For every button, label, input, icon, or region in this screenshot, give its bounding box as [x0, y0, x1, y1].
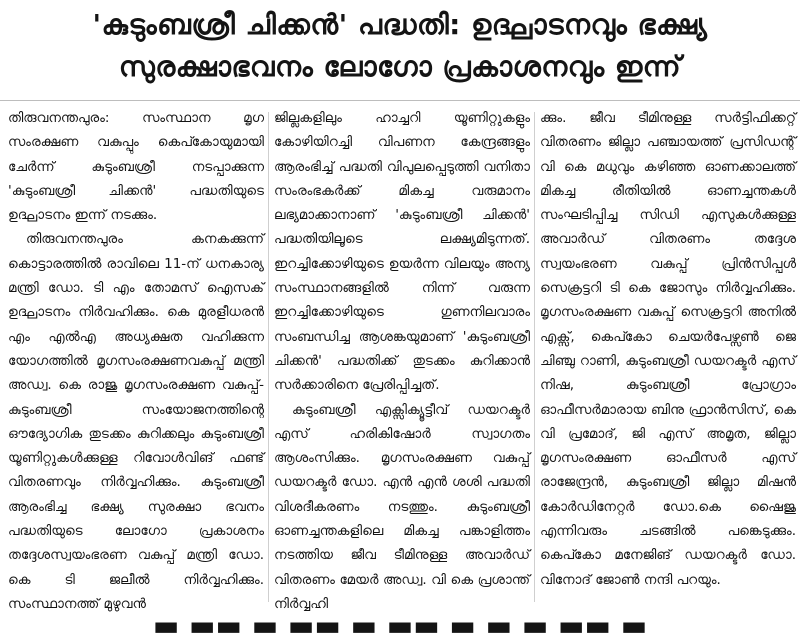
headline-divider	[0, 100, 800, 101]
column-1-paragraph-1: തിരുവനന്തപുരം: സംസ്ഥാന മൃഗ സംരക്ഷണ വകുപ്പും കെപ്കോയുമായി ചേർന്ന് കുടുംബശ്രീ നടപ്പാക്കുന്ന 'കുടുംബശ്രീ ചിക്കൻ' പദ്ധതിയുടെ ഉദ്ഘാടനം ഇന്ന് നടക്കും.	[8, 110, 264, 224]
article-column-1	[8, 106, 264, 612]
column-1-paragraph-2: തിരുവനന്തപുരം കനകക്കുന്ന് കൊട്ടാരത്തിൽ രാവിലെ 11-ന് ധനകാര്യ മന്ത്രി ഡോ. ടി എം തോമസ് ഐസക് ഉദ്ഘാടനം നിർവഹിക്കും. കെ മുരളീധരൻ എം എൽഎ അധ്യക്ഷത വഹിക്കുന്ന യോഗത്തിൽ മൃഗസംരക്ഷണവകുപ്പ് മന്ത്രി അഡ്വ. കെ രാജു മൃഗസംരക്ഷണ വകുപ്പ്- കുടുംബശ്രീ സംയോജനത്തിന്റെ ഔദ്യോഗിക തുടക്കം കുറിക്കലും കുടുംബശ്രീ യൂണിറ്റുകൾക്കുള്ള റിവോൾവിങ് ഫണ്ട് വിതരണവും നിർവ്വഹിക്കും. കുടുംബശ്രീ ആരംഭിച്ച ഭക്ഷ്യ സുരക്ഷാ ഭവനം പദ്ധതിയുടെ ലോഗോ പ്രകാശനം തദ്ദേശസ്വയംഭരണ വകുപ്പ് മന്ത്രി ഡോ. കെ ടി ജലീൽ നിർവ്വഹിക്കും. സംസ്ഥാനത്ത് മുഴുവൻ	[8, 231, 264, 612]
column-2-paragraph-2: കുടുംബശ്രീ എക്സിക്യൂട്ടീവ് ഡയറക്ടർ എസ് ഹരികിഷോർ സ്വാഗതം ആശംസിക്കും. മൃഗസംരക്ഷണ വകുപ്പ് ഡയറക്ടർ ഡോ. എൻ എൻ ശശി പദ്ധതി വിശദീകരണം നടത്തും. കുടുംബശ്രീ ഓണച്ചന്തകളിലെ മികച്ച പങ്കാളിത്തം നടത്തിയ ജീവ ടീമിനുള്ള അവാർഡ് വിതരണം മേയർ അഡ്വ. വി കെ പ്രശാന്ത് നിർവ്വഹി	[274, 401, 530, 612]
next-headline-cutoff	[0, 609, 800, 642]
headline	[0, 4, 800, 88]
headline-line-2: സുരക്ഷാഭവനം ലോഗോ പ്രകാശനവും ഇന്ന്	[118, 50, 682, 83]
article-body	[0, 106, 800, 612]
column-divider-2	[534, 112, 535, 602]
column-3-paragraph-1: ക്കും. ജീവ ടീമിനുള്ള സർട്ടിഫിക്കറ്റ് വിതരണം ജില്ലാ പഞ്ചായത്ത് പ്രസിഡന്റ് വി കെ മധുവും കഴിഞ്ഞ ഓണക്കാലത്ത് മികച്ച രീതിയിൽ ഓണച്ചന്തകൾ സംഘടിപ്പിച്ച സിഡി എസുകൾക്കുള്ള അവാർഡ് വിതരണം തദ്ദേശ സ്വയംഭരണ വകുപ്പ് പ്രിൻസിപ്പൾ സെക്രട്ടറി ടി കെ ജോസും നിർവ്വഹിക്കും. മൃഗസംരക്ഷണ വകുപ്പ് സെക്രട്ടറി അനിൽ എക്സ്, കെപ്കോ ചെയർപേഴ്സൺ ജെ ചിഞ്ചു റാണി, കുടുംബശ്രീ ഡയറക്ടർ എസ് നിഷ, കുടുംബശ്രീ പ്രോഗ്രാം ഓഫീസർമാരായ ബിനു ഫ്രാൻസിസ്, കെ വി പ്രമോദ്, ജി എസ് അമൃത, ജില്ലാ മൃഗസംരക്ഷണ ഓഫീസർ എസ് രാജേന്ദ്രൻ, കുടുംബശ്രീ ജില്ലാ മിഷൻ കോർഡിനേറ്റർ ഡോ.കെ ഷൈജു എന്നിവരും ചടങ്ങിൽ പങ്കെടുക്കും. കെപ്കോ മനേജിങ് ഡയറക്ടർ ഡോ. വിനോദ് ജോൺ നന്ദി പറയും.	[540, 110, 796, 588]
column-divider-1	[268, 112, 269, 602]
column-2-paragraph-1: ജില്ലകളിലും ഹാച്ചറി യൂണിറ്റുകളും കോഴിയിറച്ചി വിപണന കേന്ദ്രങ്ങളും ആരംഭിച്ച് പദ്ധതി വിപുലപ്പെടുത്തി വനിതാ സംരംഭകർക്ക് മികച്ച വരുമാനം ലഭ്യമാക്കാനാണ് 'കുടുംബശ്രീ ചിക്കൻ' പദ്ധതിയിലൂടെ ലക്ഷ്യമിടുന്നത്. ഇറച്ചിക്കോഴിയുടെ ഉയർന്ന വിലയും അന്യ സംസ്ഥാനങ്ങളിൽ നിന്ന് വരുന്ന ഇറച്ചിക്കോഴിയുടെ ഗുണനിലവാരം സംബന്ധിച്ച ആശങ്കയുമാണ് 'കുടുംബശ്രീ ചിക്കൻ' പദ്ധതിക്ക് തുടക്കം കുറിക്കാൻ സർക്കാരിനെ പ്രേരിപ്പിച്ചത്.	[274, 110, 530, 394]
next-headline-fragment: ▬ ▬▬ ▬ ▬▬ ▬ ▬▬ ▬ ▬ ▬ ▬▬ ▬	[152, 609, 648, 642]
article-column-2	[274, 106, 530, 612]
article-column-3	[540, 106, 796, 606]
headline-line-1: 'കുടുംബശ്രീ ചിക്കൻ' പദ്ധതി: ഉദ്ഘാടനവും ഭക്ഷ്യ	[92, 8, 708, 41]
